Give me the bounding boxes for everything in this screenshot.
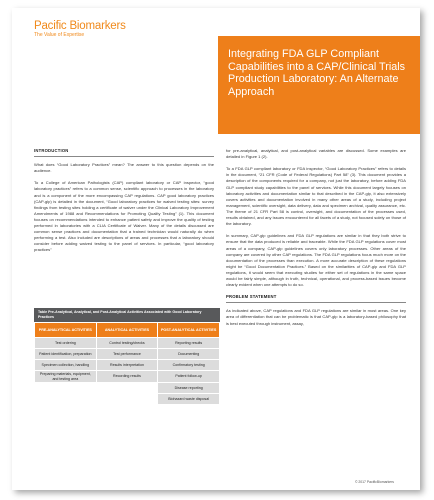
right-paragraph-2: To a FDA GLP compliant laboratory or FDA inspector, “Good Laboratory Practices” refers to details in the document, “21 CFR (Code of Federal Regulations) Part 58” (3). This document provides a description of the components required for a company, not just the laboratory, before adding FDA GLP compliant study capabilities to the panel of services. While this document largely focuses on laboratory activities and documentation similar to that described in the CAP-glp, it also extensively covers activities and documentation involved in many other areas of a study, including project management, scientific oversight, data delivery, data and specimen archival, quality assurance, etc. The theme of 21 CFR Part 58 is control, oversight, and documentation of the processes used, results obtained, and any issues encountered for all facets of a study, not focused solely on those of the laboratory. bbox=[226, 166, 406, 227]
right-paragraph-3: In summary, CAP-glp guidelines and FDA GLP regulations are similar in that they both strive to ensure that the data produced is reliable and traceable. While the FDA GLP regulations cover most areas of a company, CAP-glp guidelines covers only laboratory processes. Other areas of the company are covered by other CAP regulations. The FDA GLP regulations focus much more on the documentation of the processes than execution. A more accurate description of these regulations might be “Good Documentation Practices.” Based on the similarities of CAP-glp and FDA GLP regulations, it would seem that executing studies for either set of regulations in the same space would be fairly simple, although in truth, technical, operational, and process-based issues become clearly evident when one attempts to do so. bbox=[226, 233, 406, 288]
right-paragraph-1: for pre-analytical, analytical, and post-analytical variables are discussed. Some examples are detailed in Figure 1 (2). bbox=[226, 148, 406, 160]
table-row bbox=[35, 349, 219, 359]
table-cell: Results interpretation bbox=[97, 360, 158, 370]
introduction-heading: INTRODUCTION bbox=[34, 148, 214, 157]
table-header-post: POST-ANALYTICAL ACTIVITIES bbox=[158, 323, 219, 337]
document-page bbox=[12, 8, 420, 490]
problem-paragraph-1: As indicated above, CAP regulations and FDA GLP regulations are similar in most areas. One key area of differentiation that can be problematic is that CAP-glp is a laboratory-based philosophy that is best executed through instrument, assay, bbox=[226, 308, 406, 326]
table-header-pre: PRE-ANALYTICAL ACTIVITIES bbox=[35, 323, 96, 337]
document-title: Integrating FDA GLP Compliant Capabilities into a CAP/Clinical Trials Production Laboratory: An Alternate Approach bbox=[228, 48, 406, 98]
table-cell: Control testing/checks bbox=[97, 338, 158, 348]
table-cell: Specimen collection, handling bbox=[35, 360, 96, 370]
intro-paragraph-1: What does “Good Laboratory Practices” mean? The answer to this question depends on the audience. bbox=[34, 162, 214, 174]
table-cell: Disease reporting bbox=[158, 383, 219, 393]
table-cell: Patient follow-up bbox=[158, 371, 219, 382]
table-row bbox=[35, 360, 219, 370]
logo-tagline: The Value of Expertise bbox=[34, 32, 85, 38]
intro-paragraph-2: To a College of American Pathologists (CAP) compliant laboratory or CAP inspector, “good laboratory practices” refers to a common sense, scientific approach to processes in the laboratory and is a component of the more encompassing CAP regulations. CAP good laboratory practices (CAP-glp) is detailed in the document, “Good laboratory practices for waived testing sites: survey findings from testing sites holding a certificate of waiver under the Clinical Laboratory Improvement Amendments of 1988 and Recommendations for Promoting Quality Testing” (1). This document focuses on recommendations intended to enhance patient safety and improve the quality of testing performed in laboratories with a CLIA Certificate of Waiver. Many of the details discussed are common sense practices and documentation that a trained technician would naturally do when performing a test. Also included are descriptions of areas and processes that a laboratory should consider before adding waived testing to the panel of services. In particular, “good laboratory practices” bbox=[34, 180, 214, 253]
logo-name: Pacific Biomarkers bbox=[34, 20, 126, 32]
right-column bbox=[226, 148, 406, 484]
table-cell-empty bbox=[35, 394, 96, 404]
table-cell: Preparing materials, equipment, and testing area bbox=[35, 371, 96, 382]
table-cell-empty bbox=[97, 394, 158, 404]
title-banner bbox=[218, 36, 420, 134]
table-cell: Confirmatory testing bbox=[158, 360, 219, 370]
table-row bbox=[35, 394, 219, 404]
table-cell: Recording results bbox=[97, 371, 158, 382]
table-cell: Test performance bbox=[97, 349, 158, 359]
table-header-row bbox=[35, 323, 219, 337]
table-cell: Patient identification, preparation bbox=[35, 349, 96, 359]
table-header-analytical: ANALYTICAL ACTIVITIES bbox=[97, 323, 158, 337]
activities-table bbox=[34, 322, 220, 405]
problem-statement-heading: PROBLEM STATEMENT bbox=[226, 294, 406, 303]
table-row bbox=[35, 371, 219, 382]
table-cell-empty bbox=[35, 383, 96, 393]
table-cell: Reporting results bbox=[158, 338, 219, 348]
company-logo bbox=[34, 20, 126, 38]
table-cell-empty bbox=[97, 383, 158, 393]
figure-caption: Table Pre-Analytical, Analytical, and Post-Analytical Activities Associated with Good Laboratory Practices bbox=[34, 308, 220, 322]
footer-copyright: © 2017 PacificBiomarkers bbox=[354, 480, 394, 484]
table-cell: Test ordering bbox=[35, 338, 96, 348]
table-cell: Documenting bbox=[158, 349, 219, 359]
figure-table bbox=[34, 308, 220, 405]
table-cell: Biohazard waste disposal bbox=[158, 394, 219, 404]
table-row bbox=[35, 383, 219, 393]
table-row bbox=[35, 338, 219, 348]
